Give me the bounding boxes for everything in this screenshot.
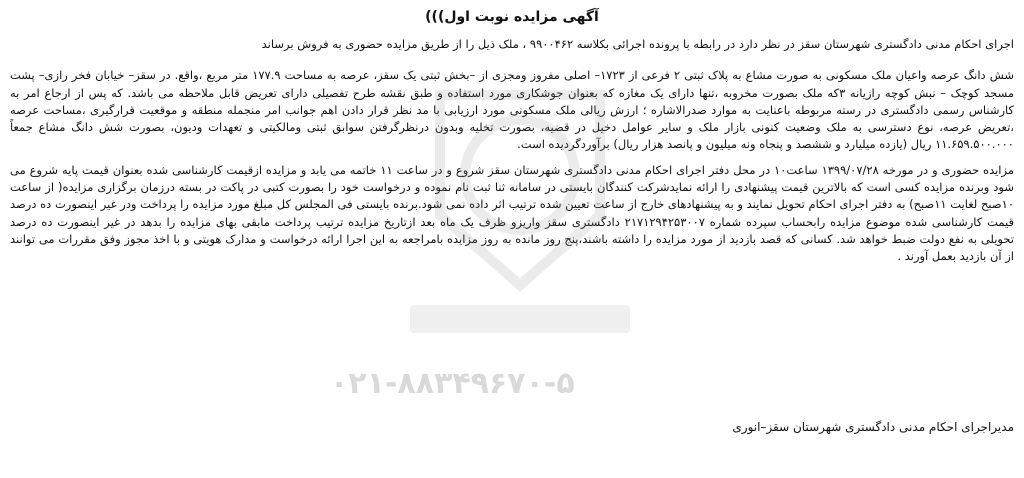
auction-terms-paragraph: مزایده حضوری و در مورخه ۱۳۹۹/۰۷/۲۸ ساعت۱۰ در محل دفتر اجرای احکام مدنی دادگستری شهرستان سقز شروع و در ساعت ۱۱ خاتمه می یابد و مزایده ازقیمت کارشناسی شده بعنوان قیمت پایه شروع می شود وبرنده مزایده کسی است که بالاترین قیمت پیشنهادی را ارائه نمایدشرکت کنندگان بایستی در سامانه ثنا ثبت نام نموده و درخواست خود را بصورت کتبی در پاکت در بسته درزمان برگزاری مزایده( از ساعت ۱۰صبح لغایت ۱۱صبح) به دفتر اجرای احکام تحویل نمایند و به پیشنهادهای خارج از ساعت تعیین شده ترتیب اثر داده نمی شود.برنده بایستی فی المجلس کل مبلغ مورد مزایده را پرداخت ودر غیر اینصورت ده درصد قیمت کارشناسی شده موضوع مزایده رابحساب سپرده شماره ۲۱۷۱۲۹۴۲۵۳۰۰۷ دادگستری سقز واریزو ظرف یک ماه بعد ازتاریخ مزایده ترتیب پرداخت مابقی بهای مزایده را بدهد در غیر اینصورت ده درصد تحویلی به نفع دولت ضبط خواهد شد. کسانی که قصد بازدید از مورد مزایده را داشته باشند،پنج روز مانده به روز مزایده بامراجعه به این اجرا ارائه درخواست و مدارک هویتی و با اخذ مجوز وفق مقررات می توانند از آن بازدید بعمل آورند . [10, 162, 1015, 264]
watermark-phone: ۰۲۱-۸۸۳۴۹۶۷۰-۵ [330, 366, 575, 401]
intro-paragraph: اجرای احکام مدنی دادگستری شهرستان سقز در نظر دارد در رابطه با پرونده اجرائی بکلاسه ۹۹۰۰۴۶۲ ، ملک ذیل را از طریق مزایده حضوری به فروش برساند [261, 37, 1014, 51]
property-description-paragraph: شش دانگ عرصه واعیان ملک مسکونی به صورت مشاع به پلاک ثبتی ۲ فرعی از ۱۷۲۳– اصلی مفروز ومجزی از –بخش ثبتی یک سقز، عرصه به مساحت ۱۷۷.۹ متر مربع ،واقع. در سقز– خیابان فخر رازی– پشت مسجد کوچک – نبش کوچه رازیانه ۳که ملک بصورت مخروبه ،تنها دارای یک مغازه که بعنوان جوشکاری مورد استفاده و طبق نقشه طرح تفصیلی دارای تعریض قابل ملاحظه می باشد. که پس از ارجاع امر به کارشناس رسمی دادگستری در رسته مربوطه باعنایت به موارد صدرالاشاره ؛ ارزش ریالی ملک مسکونی مورد ارزیابی با مد نظر قرار دادن اهم جوانب امر منجمله منطقه و موقعیت قرارگیری ،مساحت عرصه ،تعریض عرصه، نوع دسترسی به ملک وضعیت کنونی بازار ملک و سایر عوامل دخیل در قضیه، بصورت تخلیه وبدون درنظرگرفتن سوابق ثبتی ومالکیتی و تعهدات ودیون، بصورت شش دانگ مشاع جمعاً ۱۱.۶۵۹.۵۰۰.۰۰۰ ریال (یازده میلیارد و ششصد و پنجاه ونه میلیون و پانصد هزار ریال) برآوردگردیده است. [10, 68, 1014, 152]
notice-title: آگهی مزایده نوبت اول))) [425, 9, 599, 25]
signature-line: مدیراجرای احکام مدنی دادگستری شهرستان سقز–انوری [732, 420, 1014, 434]
